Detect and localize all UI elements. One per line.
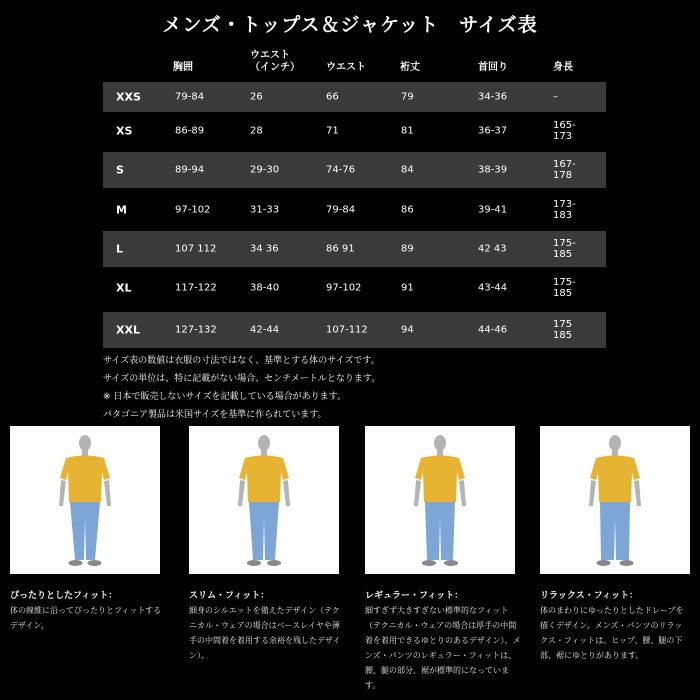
note-line: ※ 日本で販売しないサイズを記載している場合があります。: [103, 392, 346, 402]
size-label: XXL: [116, 323, 140, 337]
fit-description: 体の線維に沿ってぴったりとフィットするデザイン。: [10, 606, 162, 630]
table-cell: 94: [401, 324, 414, 336]
header-height: 身長: [553, 62, 573, 73]
table-cell: 38-40: [250, 282, 280, 294]
page-title: メンズ・トップス＆ジャケット サイズ表: [162, 14, 538, 36]
table-cell: 74-76: [326, 164, 356, 176]
fit-figure-card: [10, 426, 160, 574]
mannequin-figure: [365, 426, 515, 574]
table-cell: 28: [250, 125, 263, 137]
header-waist: ウエスト: [326, 62, 366, 73]
table-cell: 81: [401, 125, 414, 137]
mannequin-figure: [540, 426, 690, 574]
table-cell: 26: [250, 91, 263, 103]
table-cell: 44-46: [478, 324, 508, 336]
table-row: [103, 312, 606, 348]
table-cell: 175 185: [553, 319, 573, 341]
header-chest: 胸囲: [173, 62, 193, 73]
table-cell: 79-84: [326, 204, 356, 216]
size-label: S: [116, 163, 124, 177]
table-cell: 31-33: [250, 204, 280, 216]
table-cell: 86 91: [326, 243, 355, 255]
fit-figure-card: [189, 426, 339, 574]
table-cell: 79-84: [175, 91, 205, 103]
fit-description: 体のまわりにゆったりとしたドレープを描くデザイン。メンズ・パンツのリラックス・フィットは、ヒップ、腰、腿の下部、裾にゆとりがあります。: [540, 606, 684, 660]
table-cell: 175- 185: [553, 238, 576, 260]
size-label: XXS: [116, 90, 141, 104]
table-cell: 39-41: [478, 204, 508, 216]
table-cell: 91: [401, 282, 414, 294]
table-cell: 89-94: [175, 164, 205, 176]
table-row: [103, 192, 606, 228]
table-cell: 43-44: [478, 282, 508, 294]
mannequin-figure: [189, 426, 339, 574]
fit-description: 細身のシルエットを備えたデザイン（テクニカル・ウェアの場合はベースレイヤや薄手の中間着を着用する余裕を残したデザイン）。: [189, 606, 341, 660]
size-label: M: [116, 203, 127, 217]
fit-title: ぴったりとしたフィット：: [10, 591, 118, 601]
fit-title: リラックス・フィット：: [540, 591, 639, 601]
fit-figure-card: [540, 426, 690, 574]
table-row: [103, 270, 606, 306]
size-label: XS: [116, 124, 133, 138]
mannequin-figure: [10, 426, 160, 574]
fit-description: 細すぎず大きすぎない標準的なフィット（テクニカル・ウェアの場合は厚手の中間着を着用できるゆとりのあるデザイン）。メンズ・パンツのレギュラー・フィットは、腰、腿の部分、裾が標準的になっています。: [365, 606, 521, 690]
table-cell: 97-102: [326, 282, 362, 294]
table-cell: 42-44: [250, 324, 280, 336]
table-cell: 89: [401, 243, 414, 255]
table-cell: 107 112: [175, 243, 217, 255]
table-cell: 34 36: [250, 243, 279, 255]
fit-title: スリム・フィット：: [189, 591, 270, 601]
table-cell: 97-102: [175, 204, 211, 216]
note-line: パタゴニア製品は米国サイズを基準に作られています。: [103, 410, 327, 420]
size-label: XL: [116, 281, 132, 295]
table-cell: 127-132: [175, 324, 217, 336]
table-cell: 175- 185: [553, 277, 576, 299]
table-row: [103, 152, 606, 188]
table-cell: 34-36: [478, 91, 508, 103]
table-cell: 165- 173: [553, 120, 576, 142]
size-notes: [103, 352, 380, 424]
table-cell: 117-122: [175, 282, 217, 294]
table-row: [103, 113, 606, 149]
table-cell: 38-39: [478, 164, 508, 176]
fit-title: レギュラー・フィット：: [365, 591, 464, 601]
table-cell: 66: [326, 91, 339, 103]
header-waist-inch: ウエスト （インチ）: [250, 50, 300, 73]
table-cell: 79: [401, 91, 414, 103]
table-row: [103, 231, 606, 267]
header-neck: 首回り: [478, 62, 508, 73]
size-label: L: [116, 242, 124, 256]
table-cell: 36-37: [478, 125, 508, 137]
table-cell: 71: [326, 125, 339, 137]
note-line: サイズ表の数値は衣服の寸法ではなく、基準とする体のサイズです。: [103, 356, 380, 366]
fit-figure-card: [365, 426, 515, 574]
header-sleeve: 裄丈: [400, 62, 420, 73]
table-cell: 84: [401, 164, 414, 176]
note-line: サイズの単位は、特に記載がない場合、センチメートルとなります。: [103, 374, 381, 384]
table-cell: 167- 178: [553, 159, 576, 181]
table-row: [103, 82, 606, 112]
table-cell: 86-89: [175, 125, 205, 137]
table-cell: 107-112: [326, 324, 368, 336]
table-cell: 173- 183: [553, 199, 576, 221]
table-cell: 86: [401, 204, 414, 216]
table-cell: 42 43: [478, 243, 507, 255]
table-cell: –: [553, 91, 558, 103]
table-cell: 29-30: [250, 164, 280, 176]
